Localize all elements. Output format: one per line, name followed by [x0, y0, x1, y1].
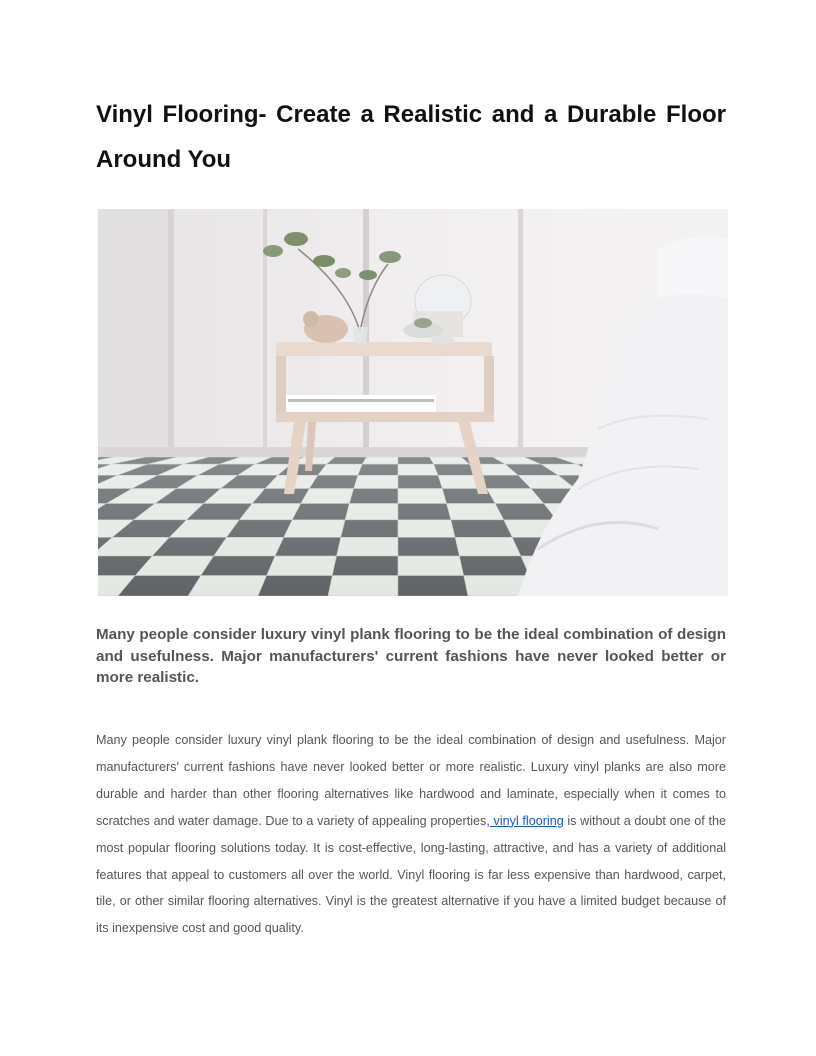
page-title: Vinyl Flooring- Create a Realistic and a Durable Floor Around You	[96, 101, 726, 173]
bedroom-vinyl-floor-photo-icon	[98, 209, 728, 596]
body-text-end: is without a doubt one of the most popular flooring solutions today. It is cost-effective, long-lasting, attractive, and has a variety of additional features that appeal to customers all over the world. Vinyl flooring is far less expensive than hardwood, carpet, tile, or other similar flooring alternatives. Vinyl is the greatest alternative if you have a limited budget because of its inexpensive cost and good quality.	[96, 813, 726, 936]
body-paragraph	[96, 727, 726, 942]
lead-paragraph: Many people consider luxury vinyl plank flooring to be the ideal combination of design and usefulness. Major manufacturers' current fashions have never looked better or more realistic.	[96, 626, 726, 686]
hero-image	[98, 209, 728, 596]
body-text-start: Many people consider luxury vinyl plank flooring to be the ideal combination of design and usefulness. Major manufacturers' current fashions have never looked better or more realistic. Luxury vinyl planks are also more durable and harder than other flooring alternatives like hardwood and laminate, especially when it comes to scratches and water damage. Due to a variety of appealing properties,	[96, 733, 726, 828]
vinyl-flooring-link[interactable]: vinyl flooring	[489, 813, 564, 828]
